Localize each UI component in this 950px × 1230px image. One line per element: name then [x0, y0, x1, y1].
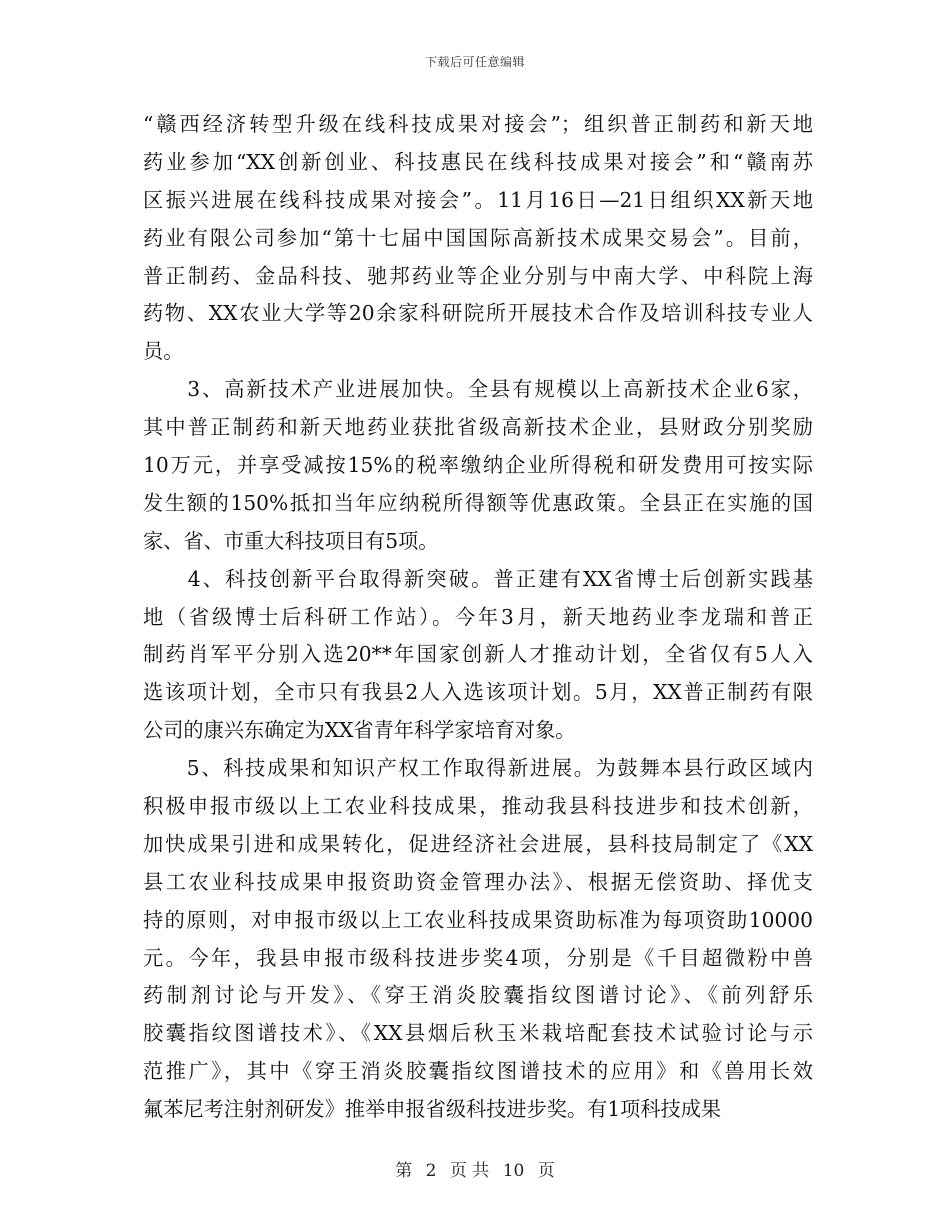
text-line: 氟苯尼考注射剂研发》推举申报省级科技进步奖。有1项科技成果: [143, 1097, 722, 1122]
text-line: 其中普正制药和新天地药业获批省级高新技术企业，县财政分别奖励: [143, 415, 813, 440]
text-line: 区振兴进展在线科技成果对接会”。11月16日—21日组织XX新天地: [143, 187, 813, 212]
text-line: 药制剂讨论与开发》、《穿王消炎胶囊指纹图谱讨论》、《前列舒乐: [143, 983, 813, 1008]
footer-middle: 页 共: [449, 1161, 490, 1181]
text-line: 4、科技创新平台取得新突破。普正建有XX省博士后创新实践基: [143, 566, 813, 591]
text-line: 范推广》，其中《穿王消炎胶囊指纹图谱技术的应用》和《兽用长效: [143, 1059, 813, 1084]
text-line: 发生额的150%抵扣当年应纳税所得额等优惠政策。全县正在实施的国: [143, 490, 813, 515]
text-line: “赣西经济转型升级在线科技成果对接会”；组织普正制药和新天地: [143, 112, 813, 136]
page-header: 下载后可任意编辑: [424, 55, 525, 69]
text-line: 公司的康兴东确定为XX省青年科学家培育对象。: [143, 718, 576, 743]
text-line: 制药肖军平分别入选20**年国家创新人才推动计划，全省仅有5人入: [143, 642, 813, 667]
page-footer: [0, 1156, 950, 1181]
text-line: 药业有限公司参加“第十七届中国国际高新技术成果交易会”。目前，: [143, 225, 813, 250]
text-line: 元。今年，我县申报市级科技进步奖4项，分别是《千目超微粉中兽: [143, 945, 813, 970]
text-line: 普正制药、金品科技、驰邦药业等企业分别与中南大学、中科院上海: [143, 263, 813, 288]
footer-prefix: 第: [395, 1161, 413, 1181]
text-line: 地（省级博士后科研工作站）。今年3月，新天地药业李龙瑞和普正: [143, 604, 813, 629]
text-line: 药物、XX农业大学等20余家科研院所开展技术合作及培训科技专业人: [143, 301, 813, 326]
footer-suffix: 页: [537, 1161, 555, 1181]
text-line: 5、科技成果和知识产权工作取得新进展。为鼓舞本县行政区域内: [143, 756, 813, 781]
text-line: 积极申报市级以上工农业科技成果，推动我县科技进步和技术创新，: [143, 794, 813, 819]
footer-page-number: 2: [425, 1161, 437, 1181]
text-line: 10万元，并享受减按15%的税率缴纳企业所得税和研发费用可按实际: [143, 453, 813, 478]
text-line: 胶囊指纹图谱技术》、《XX县烟后秋玉米栽培配套技术试验讨论与示: [143, 1021, 813, 1046]
text-line: 加快成果引进和成果转化，促进经济社会进展，县科技局制定了《XX: [143, 831, 813, 856]
text-line: 选该项计划，全市只有我县2人入选该项计划。5月，XX普正制药有限: [143, 680, 813, 705]
footer-total-pages: 10: [502, 1161, 525, 1181]
text-line: 持的原则，对申报市级以上工农业科技成果资助标准为每项资助10000: [143, 907, 813, 932]
text-line: 3、高新技术产业进展加快。全县有规模以上高新技术企业6家，: [143, 377, 813, 402]
text-line: 县工农业科技成果申报资助资金管理办法》、根据无偿资助、择优支: [143, 869, 813, 894]
text-line: 药业参加“XX创新创业、科技惠民在线科技成果对接会”和“赣南苏: [143, 149, 813, 174]
text-line: 家、省、市重大科技项目有5项。: [143, 528, 439, 553]
text-line: 员。: [143, 339, 184, 364]
document-body: [143, 106, 813, 1129]
